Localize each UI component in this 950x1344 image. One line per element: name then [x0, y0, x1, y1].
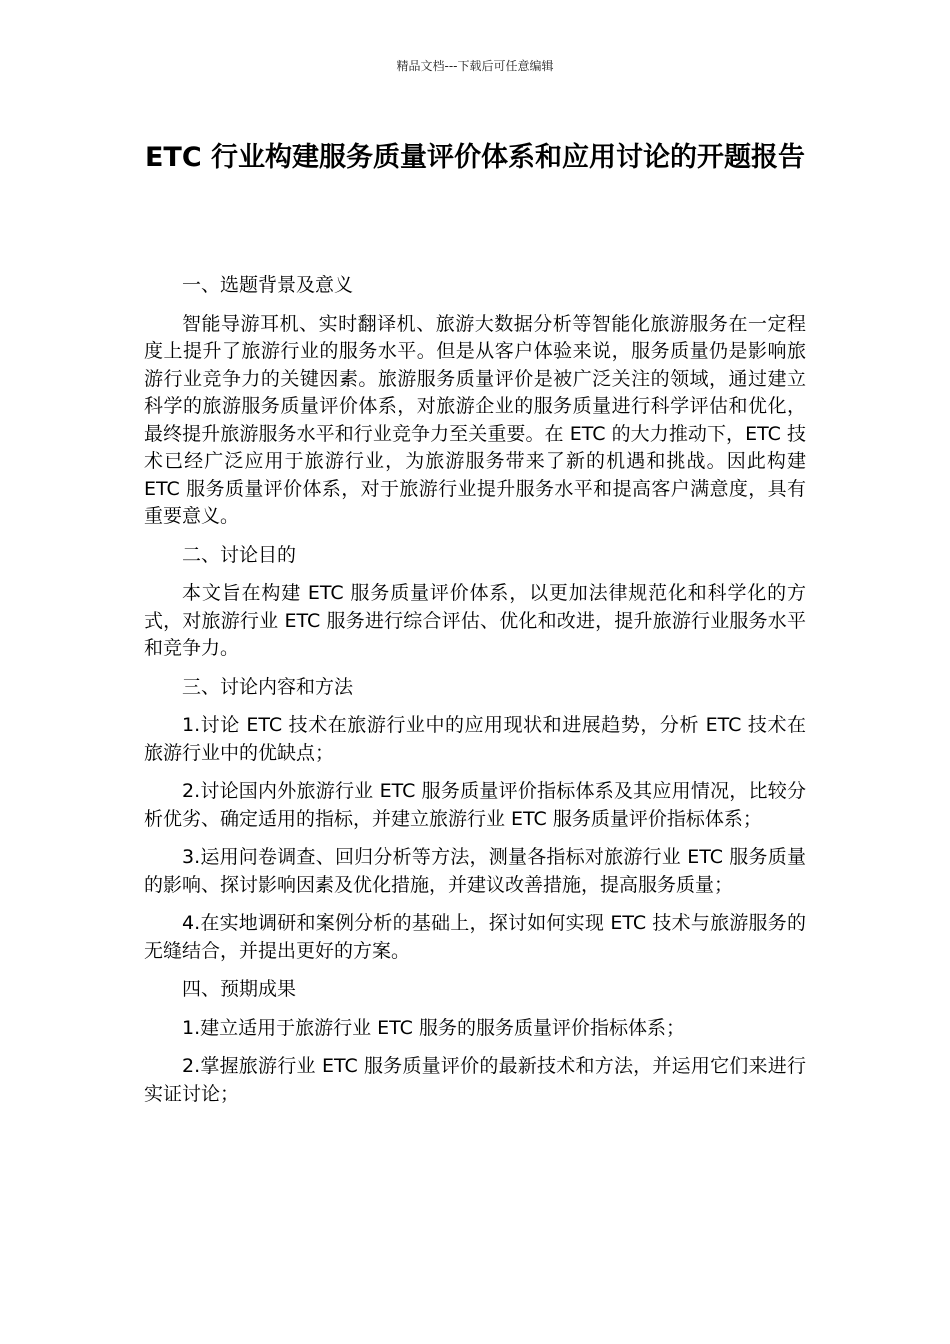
content-item-3: 3.运用问卷调查、回归分析等方法，测量各指标对旅游行业 ETC 服务质量的影响、探讨影响因素及优化措施，并建议改善措施，提高服务质量； [144, 846, 806, 896]
section-heading-purpose: 二、讨论目的 [182, 543, 297, 566]
section-heading-background: 一、选题背景及意义 [182, 274, 354, 296]
section-heading-expected-results: 四、预期成果 [182, 978, 297, 1000]
content-item-2: 2.讨论国内外旅游行业 ETC 服务质量评价指标体系及其应用情况，比较分析优劣、确定适用的指标，并建立旅游行业 ETC 服务质量评价指标体系； [144, 780, 806, 830]
purpose-paragraph: 本文旨在构建 ETC 服务质量评价体系，以更加法律规范化和科学化的方式，对旅游行业 ETC 服务进行综合评估、优化和改进，提升旅游行业服务水平和竞争力。 [144, 582, 806, 659]
background-paragraph: 智能导游耳机、实时翻译机、旅游大数据分析等智能化旅游服务在一定程度上提升了旅游行业的服务水平。但是从客户体验来说，服务质量仍是影响旅游行业竞争力的关键因素。旅游服务质量评价是被广泛关注的领域，通过建立科学的旅游服务质量评价体系，对旅游企业的服务质量进行科学评估和优化，最终提升旅游服务水平和行业竞争力至关重要。在 ETC 的大力推动下，ETC 技术已经广泛应用于旅游行业，为旅游服务带来了新的机遇和挑战。因此构建 ETC 服务质量评价体系，对于旅游行业提升服务水平和提高客户满意度，具有重要意义。 [144, 312, 806, 527]
document-body [144, 272, 806, 1119]
result-item-2: 2.掌握旅游行业 ETC 服务质量评价的最新技术和方法，并运用它们来进行实证讨论； [144, 1055, 806, 1105]
result-item-1: 1.建立适用于旅游行业 ETC 服务的服务质量评价指标体系； [182, 1016, 685, 1039]
content-item-1: 1.讨论 ETC 技术在旅游行业中的应用现状和进展趋势，分析 ETC 技术在旅游行业中的优缺点； [144, 714, 806, 764]
content-item-4: 4.在实地调研和案例分析的基础上，探讨如何实现 ETC 技术与旅游服务的无缝结合，并提出更好的方案。 [144, 912, 806, 962]
section-heading-content-methods: 三、讨论内容和方法 [182, 675, 354, 698]
header-note: 精品文档---下载后可任意编辑 [396, 59, 554, 73]
document-title: ETC 行业构建服务质量评价体系和应用讨论的开题报告 [144, 142, 806, 173]
